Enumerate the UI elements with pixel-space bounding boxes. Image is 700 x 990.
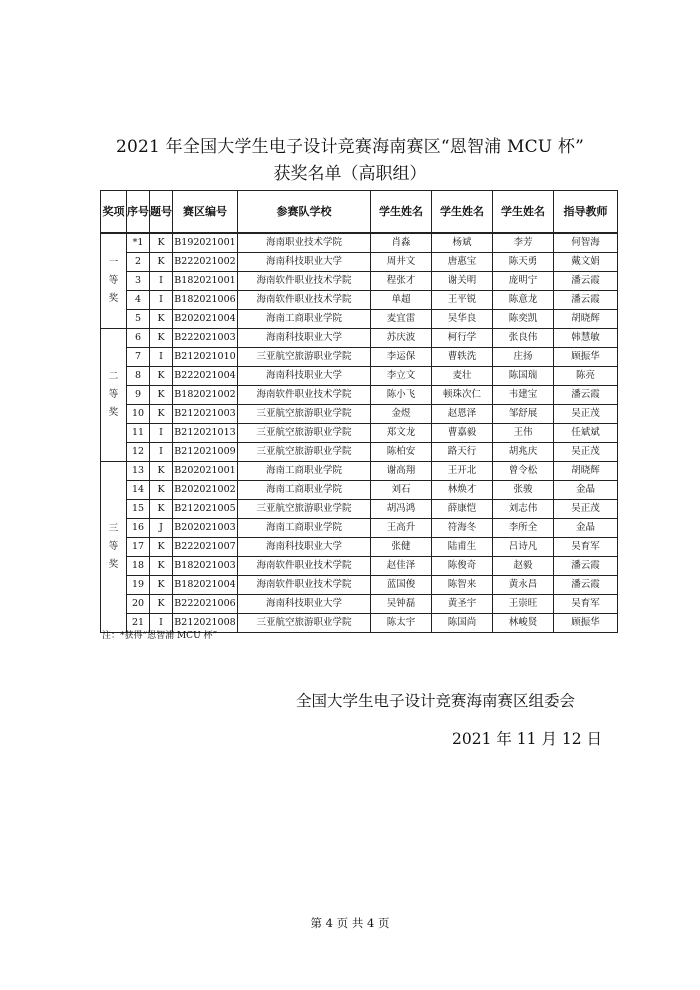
header-student-3: 学生姓名 [493, 191, 554, 234]
student-2-cell: 陆甫生 [432, 538, 493, 557]
header-code: 赛区编号 [173, 191, 238, 234]
student-1-cell: 胡冯鸿 [371, 500, 432, 519]
student-2-cell: 陈智来 [432, 576, 493, 595]
seq-cell: 9 [127, 386, 150, 405]
student-1-cell: 周井文 [371, 253, 432, 272]
school-cell: 三亚航空旅游职业学院 [238, 348, 371, 367]
table-row [101, 310, 618, 329]
student-3-cell: 李芳 [493, 233, 554, 253]
seq-cell: 8 [127, 367, 150, 386]
student-2-cell: 顿珠次仁 [432, 386, 493, 405]
seq-cell: 20 [127, 595, 150, 614]
school-cell: 海南工商职业学院 [238, 310, 371, 329]
grade-cell: 二等奖 [101, 329, 127, 462]
teacher-cell: 潘云霞 [554, 272, 618, 291]
student-2-cell: 王平锐 [432, 291, 493, 310]
code-cell: B222021003 [173, 329, 238, 348]
seq-cell: 11 [127, 424, 150, 443]
teacher-cell: 胡晓辉 [554, 462, 618, 481]
teacher-cell: 戴文娟 [554, 253, 618, 272]
teacher-cell: 潘云霞 [554, 557, 618, 576]
document-subtitle: 获奖名单（高职组） [273, 164, 427, 184]
teacher-cell: 陈亮 [554, 367, 618, 386]
student-1-cell: 李运保 [371, 348, 432, 367]
school-cell: 海南软件职业技术学院 [238, 272, 371, 291]
student-2-cell: 杨斌 [432, 233, 493, 253]
seq-cell: 12 [127, 443, 150, 462]
school-cell: 三亚航空旅游职业学院 [238, 443, 371, 462]
student-2-cell: 陈国尚 [432, 614, 493, 633]
student-2-cell: 吴华良 [432, 310, 493, 329]
document-title: 2021 年全国大学生电子设计竞赛海南赛区“恩智浦 MCU 杯” [116, 137, 584, 157]
student-1-cell: 苏庆波 [371, 329, 432, 348]
problem-cell: K [150, 595, 173, 614]
seq-cell: 3 [127, 272, 150, 291]
table-row [101, 519, 618, 538]
student-1-cell: 蓝国俊 [371, 576, 432, 595]
table-row [101, 424, 618, 443]
seq-cell: 13 [127, 462, 150, 481]
code-cell: B212021008 [173, 614, 238, 633]
seq-cell: 18 [127, 557, 150, 576]
school-cell: 海南软件职业技术学院 [238, 557, 371, 576]
student-2-cell: 陈俊奇 [432, 557, 493, 576]
teacher-cell: 韩慧敏 [554, 329, 618, 348]
problem-cell: K [150, 500, 173, 519]
code-cell: B212021005 [173, 500, 238, 519]
student-3-cell: 陈国瑞 [493, 367, 554, 386]
problem-cell: I [150, 272, 173, 291]
problem-cell: J [150, 519, 173, 538]
student-1-cell: 刘石 [371, 481, 432, 500]
teacher-cell: 顾振华 [554, 614, 618, 633]
student-3-cell: 王崇旺 [493, 595, 554, 614]
code-cell: B222021007 [173, 538, 238, 557]
header-student-1: 学生姓名 [371, 191, 432, 234]
seq-cell: 17 [127, 538, 150, 557]
problem-cell: K [150, 310, 173, 329]
code-cell: B182021001 [173, 272, 238, 291]
student-3-cell: 李所全 [493, 519, 554, 538]
student-3-cell: 陈意龙 [493, 291, 554, 310]
student-2-cell: 林焕才 [432, 481, 493, 500]
student-1-cell: 王高升 [371, 519, 432, 538]
code-cell: B212021010 [173, 348, 238, 367]
school-cell: 海南科技职业大学 [238, 367, 371, 386]
school-cell: 三亚航空旅游职业学院 [238, 405, 371, 424]
school-cell: 海南工商职业学院 [238, 481, 371, 500]
code-cell: B182021002 [173, 386, 238, 405]
table-row [101, 253, 618, 272]
student-3-cell: 庞明宁 [493, 272, 554, 291]
student-3-cell: 张骏 [493, 481, 554, 500]
student-3-cell: 王伟 [493, 424, 554, 443]
problem-cell: I [150, 443, 173, 462]
table-row [101, 595, 618, 614]
student-2-cell: 谢关明 [432, 272, 493, 291]
student-3-cell: 陈天勇 [493, 253, 554, 272]
header-seq: 序号 [127, 191, 150, 234]
grade-cell: 一等奖 [101, 233, 127, 329]
code-cell: B182021006 [173, 291, 238, 310]
student-3-cell: 庄扬 [493, 348, 554, 367]
awards-table-body [101, 233, 618, 633]
problem-cell: K [150, 253, 173, 272]
teacher-cell: 任斌斌 [554, 424, 618, 443]
code-cell: B222021002 [173, 253, 238, 272]
teacher-cell: 何智海 [554, 233, 618, 253]
seq-cell: 5 [127, 310, 150, 329]
student-1-cell: 陈柏安 [371, 443, 432, 462]
student-3-cell: 陈奕凯 [493, 310, 554, 329]
problem-cell: I [150, 291, 173, 310]
student-3-cell: 曾令松 [493, 462, 554, 481]
seq-cell: 6 [127, 329, 150, 348]
seq-cell: 2 [127, 253, 150, 272]
table-row [101, 443, 618, 462]
student-3-cell: 林峻贤 [493, 614, 554, 633]
teacher-cell: 金晶 [554, 481, 618, 500]
header-problem: 题号 [150, 191, 173, 234]
table-row [101, 538, 618, 557]
organizer-signature: 全国大学生电子设计竞赛海南赛区组委会 [296, 692, 576, 710]
school-cell: 海南软件职业技术学院 [238, 386, 371, 405]
teacher-cell: 胡晓辉 [554, 310, 618, 329]
header-grade: 奖项 [101, 191, 127, 234]
code-cell: B182021003 [173, 557, 238, 576]
table-row [101, 481, 618, 500]
school-cell: 三亚航空旅游职业学院 [238, 500, 371, 519]
school-cell: 三亚航空旅游职业学院 [238, 424, 371, 443]
code-cell: B212021013 [173, 424, 238, 443]
school-cell: 海南科技职业大学 [238, 595, 371, 614]
issue-date: 2021 年 11 月 12 日 [452, 730, 603, 748]
student-1-cell: 谢高翔 [371, 462, 432, 481]
header-student-2: 学生姓名 [432, 191, 493, 234]
page-number: 第 4 页 共 4 页 [310, 916, 390, 930]
code-cell: B202021002 [173, 481, 238, 500]
seq-cell: 14 [127, 481, 150, 500]
table-row [101, 557, 618, 576]
student-3-cell: 胡兆庆 [493, 443, 554, 462]
footnote: 注：*获得“恩智浦 MCU 杯” [102, 631, 218, 641]
teacher-cell: 吴正茂 [554, 443, 618, 462]
school-cell: 海南软件职业技术学院 [238, 576, 371, 595]
problem-cell: K [150, 329, 173, 348]
student-1-cell: 程张才 [371, 272, 432, 291]
problem-cell: K [150, 386, 173, 405]
seq-cell: 15 [127, 500, 150, 519]
table-row [101, 272, 618, 291]
student-2-cell: 黄圣宇 [432, 595, 493, 614]
student-1-cell: 单超 [371, 291, 432, 310]
code-cell: B192021001 [173, 233, 238, 253]
problem-cell: K [150, 462, 173, 481]
seq-cell: *1 [127, 233, 150, 253]
student-1-cell: 郑文龙 [371, 424, 432, 443]
table-row [101, 462, 618, 481]
table-row [101, 233, 618, 253]
teacher-cell: 顾振华 [554, 348, 618, 367]
header-school: 参赛队学校 [238, 191, 371, 234]
teacher-cell: 吴正茂 [554, 500, 618, 519]
problem-cell: I [150, 614, 173, 633]
table-row [101, 367, 618, 386]
table-row [101, 291, 618, 310]
awards-table [100, 190, 618, 633]
teacher-cell: 潘云霞 [554, 576, 618, 595]
school-cell: 海南科技职业大学 [238, 329, 371, 348]
school-cell: 海南工商职业学院 [238, 462, 371, 481]
student-3-cell: 韦建宝 [493, 386, 554, 405]
code-cell: B202021001 [173, 462, 238, 481]
code-cell: B202021004 [173, 310, 238, 329]
table-row [101, 576, 618, 595]
problem-cell: I [150, 348, 173, 367]
table-row [101, 348, 618, 367]
student-1-cell: 张健 [371, 538, 432, 557]
student-1-cell: 陈太宇 [371, 614, 432, 633]
code-cell: B222021004 [173, 367, 238, 386]
problem-cell: K [150, 367, 173, 386]
teacher-cell: 金晶 [554, 519, 618, 538]
student-2-cell: 符海冬 [432, 519, 493, 538]
school-cell: 海南职业技术学院 [238, 233, 371, 253]
teacher-cell: 潘云霞 [554, 291, 618, 310]
teacher-cell: 潘云霞 [554, 386, 618, 405]
school-cell: 三亚航空旅游职业学院 [238, 614, 371, 633]
seq-cell: 19 [127, 576, 150, 595]
student-1-cell: 麦宜雷 [371, 310, 432, 329]
code-cell: B202021003 [173, 519, 238, 538]
seq-cell: 4 [127, 291, 150, 310]
student-3-cell: 黄永昌 [493, 576, 554, 595]
problem-cell: K [150, 481, 173, 500]
seq-cell: 7 [127, 348, 150, 367]
teacher-cell: 吴育军 [554, 538, 618, 557]
problem-cell: K [150, 557, 173, 576]
student-1-cell: 陈小飞 [371, 386, 432, 405]
student-2-cell: 薛康恺 [432, 500, 493, 519]
table-row [101, 405, 618, 424]
student-2-cell: 曹轶洗 [432, 348, 493, 367]
code-cell: B212021003 [173, 405, 238, 424]
grade-cell: 三等奖 [101, 462, 127, 633]
student-2-cell: 麦壮 [432, 367, 493, 386]
student-2-cell: 路天行 [432, 443, 493, 462]
school-cell: 海南科技职业大学 [238, 253, 371, 272]
student-2-cell: 柯行学 [432, 329, 493, 348]
code-cell: B222021006 [173, 595, 238, 614]
school-cell: 海南软件职业技术学院 [238, 291, 371, 310]
student-3-cell: 吕诗凡 [493, 538, 554, 557]
school-cell: 海南工商职业学院 [238, 519, 371, 538]
student-2-cell: 曹嘉毅 [432, 424, 493, 443]
student-3-cell: 邹舒展 [493, 405, 554, 424]
seq-cell: 21 [127, 614, 150, 633]
student-3-cell: 张良伟 [493, 329, 554, 348]
problem-cell: K [150, 538, 173, 557]
code-cell: B182021004 [173, 576, 238, 595]
student-3-cell: 刘志伟 [493, 500, 554, 519]
student-2-cell: 唐惠宝 [432, 253, 493, 272]
code-cell: B212021009 [173, 443, 238, 462]
table-row [101, 386, 618, 405]
student-1-cell: 金煜 [371, 405, 432, 424]
school-cell: 海南科技职业大学 [238, 538, 371, 557]
problem-cell: K [150, 576, 173, 595]
seq-cell: 10 [127, 405, 150, 424]
student-1-cell: 李立文 [371, 367, 432, 386]
teacher-cell: 吴正茂 [554, 405, 618, 424]
problem-cell: K [150, 233, 173, 253]
student-3-cell: 赵毅 [493, 557, 554, 576]
student-2-cell: 赵恩泽 [432, 405, 493, 424]
student-1-cell: 吴钟磊 [371, 595, 432, 614]
table-row [101, 500, 618, 519]
student-1-cell: 赵佳泽 [371, 557, 432, 576]
student-1-cell: 肖淼 [371, 233, 432, 253]
table-row [101, 329, 618, 348]
table-header-row [101, 191, 618, 234]
problem-cell: I [150, 424, 173, 443]
student-2-cell: 王开北 [432, 462, 493, 481]
teacher-cell: 吴育军 [554, 595, 618, 614]
seq-cell: 16 [127, 519, 150, 538]
problem-cell: K [150, 405, 173, 424]
header-teacher: 指导教师 [554, 191, 618, 234]
